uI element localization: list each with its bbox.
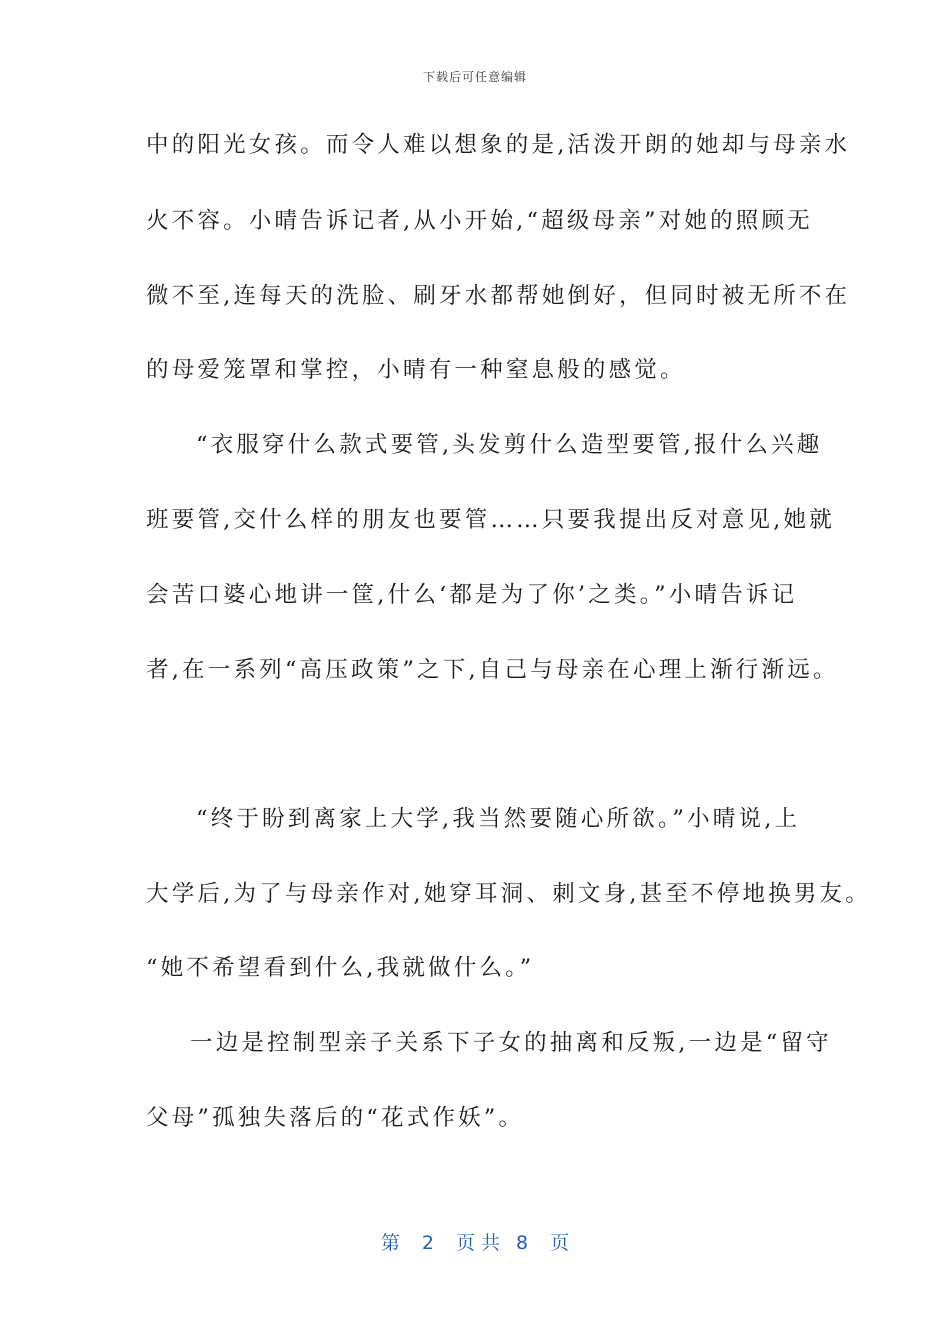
paragraph-line: 火不容。小晴告诉记者,从小开始,“超级母亲”对她的照顾无 (146, 208, 813, 234)
footer-page-number: 2 (421, 1232, 434, 1254)
footer-middle: 页共 (455, 1232, 506, 1254)
paragraph-line: 会苦口婆心地讲一筐,什么‘都是为了你’之类。”小晴告诉记 (146, 582, 798, 608)
paragraph-line: 者,在一系列“高压政策”之下,自己与母亲在心理上渐行渐远。 (146, 657, 839, 683)
paragraph-line: 一边是控制型亲子关系下子女的抽离和反叛,一边是“留守 (190, 1030, 832, 1056)
footer-suffix: 页 (550, 1232, 570, 1254)
paragraph-line: 中的阳光女孩。而令人难以想象的是,活泼开朗的她却与母亲水 (146, 132, 851, 158)
footer-prefix: 第 (380, 1232, 400, 1254)
page-header: 下载后可任意编辑 (422, 70, 527, 84)
paragraph-line: “她不希望看到什么,我就做什么。” (146, 955, 535, 981)
paragraph-line: “终于盼到离家上大学,我当然要随心所欲。”小晴说,上 (196, 806, 801, 832)
paragraph-line: 班要管,交什么样的朋友也要管……只要我提出反对意见,她就 (146, 507, 835, 533)
paragraph-line: 大学后,为了与母亲作对,她穿耳洞、刺文身,甚至不停地换男友。 (146, 881, 871, 907)
paragraph-line: 微不至,连每天的洗脸、刷牙水都帮她倒好，但同时被无所不在 (146, 283, 851, 309)
paragraph-line: 的母爱笼罩和掌控，小晴有一种窒息般的感觉。 (146, 357, 686, 383)
paragraph-line: “衣服穿什么款式要管,头发剪什么造型要管,报什么兴趣 (196, 432, 823, 458)
page-footer (0, 1228, 950, 1255)
paragraph-line: 父母”孤独失落后的“花式作妖”。 (146, 1105, 525, 1131)
footer-total-pages: 8 (516, 1232, 529, 1254)
